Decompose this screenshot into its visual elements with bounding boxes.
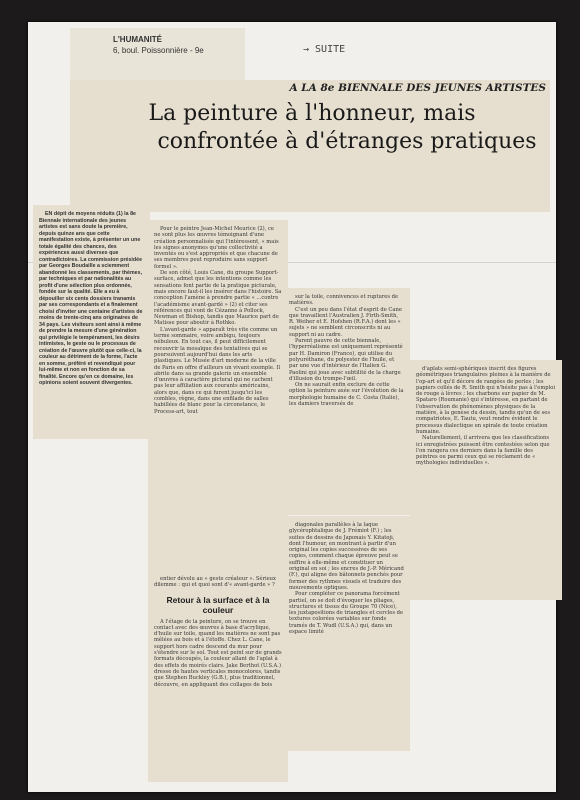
paragraph: d'aplats semi-sphériques inscrit des figures géométriques triangulaires pleines à la manière de l'op-art et qu'il décore de rangées de perles ; les papiers collés de R. Smith qui n'hésite pas à l'emploi de rouge à lèvres ; les charbons sur papier de M. Spataro (Roumanie) qui s'intéresse, en partant de l'observation de phénomènes physiques de la matière, à la genèse du dessin, tandis qu'un de ses compatriotes, E. Tautu, veut rendre évident le processus dialectique en spirale de toute création humaine. <box>416 366 556 435</box>
article-column-4 <box>410 360 562 600</box>
paragraph: diagonales parallèles à la laque glycérophtalique de J. Frémiot (F.) ; les suites de dessins du Japonais Y. Kitatoji, dont l'humour, en montrant à partir d'un original les copies successives de ses copies, comment chaque épreuve peut se suffire à elle-même et constituer un original en soi ; les encres de J.-P. Méricand (F.), qui aligne des bâtonnets penchés pour former des rythmes visuels et traduire des mouvements optiques. <box>289 522 404 591</box>
article-column-3-lower <box>283 516 410 751</box>
paragraph: Parent pauvre de cette biennale, l'hyperréalisme est uniquement représenté par H. Damiron (France), qui utilise du polyuréthane, du polyester de l'huile, et par une vue d'intérieur de l'Italien G. Paolini qui joue avec subtilité de la charge d'illusion du trompe-l'œil. <box>289 338 403 382</box>
article-column-3-upper <box>283 288 410 515</box>
article-column-1 <box>33 205 150 439</box>
headline-line-2: confrontée à d'étranges pratiques <box>157 129 537 154</box>
article-headline <box>78 100 546 156</box>
paragraph: De son côté, Louis Cane, du groupe Support-surface, admet que les intentions comme les sensations font partie de la pratique picturale, mais encore faut-il les insérer dans l'histoire. Sa conception l'amène à prendre partie « ...contre l'académisme avant-gardé » (2) et citer ses références qui vont de Cézanne à Pollock, Newman et Bishop, tandis que Maurice part de Matisse pour aboutir à Rothko. <box>154 270 282 327</box>
newspaper-address: 6, boul. Poissonnière - 9e <box>113 46 204 55</box>
paragraph: On ne saurait enfin exclure de cette option la peinture axée sur l'évolution de la morphologie humaine de C. Costa (Italie), les damiers traversés de <box>289 382 404 408</box>
handwritten-note: → SUITE <box>303 44 346 55</box>
paragraph: A l'étage de la peinture, on se trouve en contact avec des œuvres à base d'acrylique, d'huile sur toile, quand les matières ne sont pas mêlées au bois et à l'étoffe. Chez L. Cane, le support hors cadre descend du mur pour s'étendre sur le sol. Tout est peint sur de grands formats découpés, la couleur allant de l'aplat à des effets de moirés clairs. Jake Berthot (U.S.A.) dresse de hautes verticales monocolores, tandis que Stephen Buckley (G.B.), plus traditionnel, découvre, en appliquant des collages de bois <box>154 618 282 688</box>
headline-line-1: La peinture à l'honneur, mais <box>148 101 476 126</box>
paragraph: C'est un peu dans l'état d'esprit de Cane que travaillent l'Australien J. Firth-Smith, R. Weiher et E. Hofshen (R.F.A.) dont les « sujets » ne semblent circonscrits ni au support ni au cadre. <box>289 306 402 338</box>
headline-clipping <box>70 80 550 212</box>
article-column-2-lower <box>148 570 288 782</box>
paragraph: entier dévolu au « geste créateur ». Sérieux dilemme : qui et quoi sont d'« avant-garde » ? <box>154 576 276 589</box>
paragraph: Naturellement, il arrivera que les classifications ici enregistrées puissent être contestées selon que l'on rangera ces derniers dans la famille des peintres ou parmi ceux qui se réclament de « mythologies individuelles ». <box>416 435 550 467</box>
section-subhead: Retour à la surface et à la couleur <box>166 594 270 615</box>
masthead <box>113 34 238 56</box>
paragraph: Pour le peintre Jean-Michel Meurice (2), ce ne sont plus les œuvres témoignant d'une création personnalisée qui l'intéressent, « mais les signes anonymes qu'une collectivité a inventés ou s'est appropriés et que chacune de ses membres peut reproduire sans support formel ». <box>154 226 279 270</box>
paragraph: Pour compléter ce panorama forcément partiel, on se doit d'évoquer les pliages, structures et tissus du Groupe 70 (Nice), les juxtapositions de triangles et cercles de textures colorées variables sur fonds tramés de T. Wudl (U.S.A.) qui, dans un espace limité <box>289 591 404 636</box>
newspaper-name: L'HUMANITÉ <box>113 35 163 44</box>
article-lead: EN dépit de moyens réduits (1) la 8e Biennale internationale des jeunes artistes est sans doute la première, depuis quinze ans que cette manifestation existe, à présenter un une totale égalité des chances, des expériences aussi diverses que contradictoires. La commission présidée par Georges Boudaille a sciemment abandonné les classements, par thèmes, par techniques et par nationalités au profit d'une sélection plus ordonnée, fondée sur la qualité. Elle a eu à dépouiller six cents dossiers tranamis par ses correspondants et a finalement choisi d'inviter une centaine d'artistes de moins de trente-cinq ans originaires de 34 pays. Les visiteurs sont ainsi à même de prendre la mesure d'une génération qui privilégie le tempérament, les désirs intimistes, le geste ou le processus de création de l'œuvre plutôt que celle-ci, la couleur au détriment de la forme, l'acte en somme, préféré et revendiqué pour lui-même et non en fonction de sa finalité. Encore qu'en ce domaine, les opinions soient souvent divergentes. <box>39 211 143 386</box>
archive-sheet <box>28 22 556 792</box>
paragraph: sur la toile, connivences et ruptures de matières. <box>289 294 399 307</box>
article-column-2-upper <box>148 220 288 577</box>
article-kicker: A LA 8e BIENNALE DES JEUNES ARTISTES <box>289 82 546 94</box>
paragraph: L'avant-garde » apparaît très vite comme un terme sommaire, voire ambigu, toujours nébuleux. En tout cas, il peut difficilement recouvrir la mosaïque des tentatives qui se poursuivent aujourd'hui dans les arts plastiques. Le Musée d'art moderne de la ville de Paris en offre d'ailleurs un vivant exemple. Il abrite dans sa grande galerie un ensemble d'œuvres à caractère pictural qui ne cachent pas leur affiliation aux courants américains, alors que, dans ce qui furent jusqu'ici les combles, règne, dans une enfilade de salles habillées de blanc pour la circonstance, le Process-art, tout <box>154 326 280 415</box>
